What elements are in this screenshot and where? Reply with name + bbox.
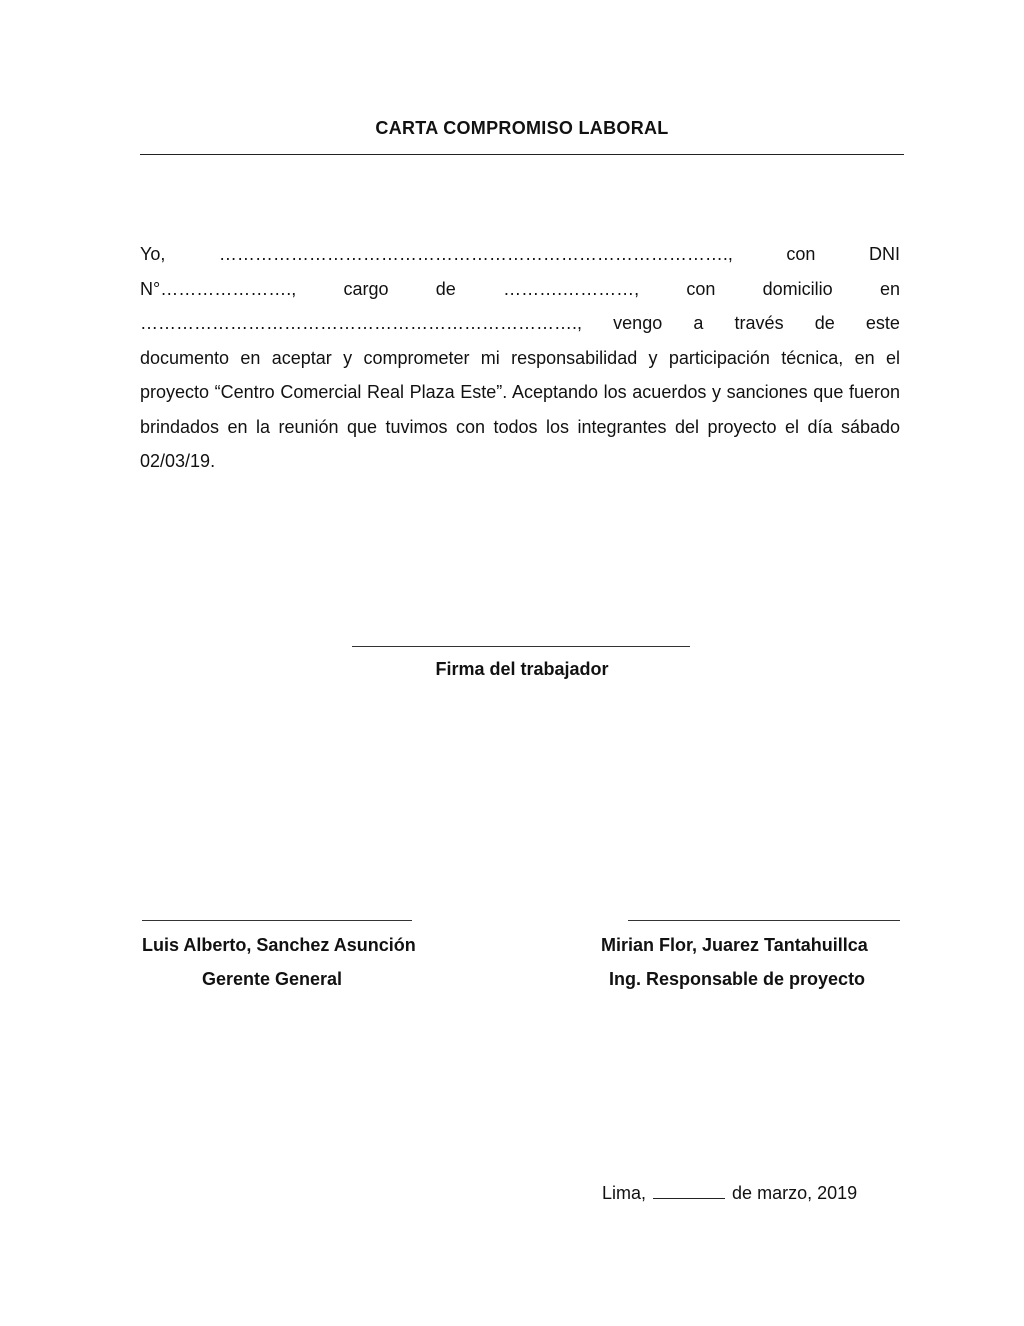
- address-placeholder: ……………………………………………………………….,: [140, 313, 583, 333]
- body-word: Yo,: [140, 244, 166, 264]
- body-line-1: [140, 237, 900, 272]
- body-word: de: [435, 278, 456, 299]
- body-word: con: [686, 278, 716, 299]
- body-word: con: [786, 244, 816, 264]
- dni-placeholder: N°………………….,: [140, 278, 297, 299]
- body-word: cargo: [343, 278, 389, 299]
- date-prefix: Lima,: [602, 1183, 647, 1203]
- worker-signature-label: Firma del trabajador: [435, 659, 609, 679]
- body-word: en: [879, 278, 900, 299]
- signatory-2-line: [628, 920, 900, 921]
- date-day-blank: [653, 1180, 725, 1199]
- body-word: domicilio: [762, 278, 833, 299]
- worker-signature-line: [352, 646, 690, 647]
- body-word: de: [814, 313, 835, 333]
- body-line-3: [140, 306, 900, 341]
- body-line-2: [140, 272, 900, 307]
- name-placeholder: ………………………………………………………………………….,: [218, 244, 733, 264]
- signatory-1-role: Gerente General: [202, 969, 343, 989]
- body-word: vengo: [613, 313, 663, 333]
- body-word: este: [865, 313, 900, 333]
- title-divider: [140, 154, 904, 155]
- date-line: [602, 1180, 857, 1204]
- body-paragraph: documento en aceptar y comprometer mi responsabilidad y participación técnica, en el proyecto “Centro Comercial Real Plaza Este”. Aceptando los acuerdos y sanciones que fueron brindados en la reunión que tuvimos con todos los integrantes del proyecto el día sábado 02/03/19.: [140, 347, 900, 471]
- body-word: DNI: [868, 244, 900, 264]
- signatory-2-role: Ing. Responsable de proyecto: [609, 969, 866, 989]
- document-title: CARTA COMPROMISO LABORAL: [375, 118, 669, 138]
- body-word: a: [693, 313, 704, 333]
- signatory-1-name: Luis Alberto, Sanchez Asunción: [142, 935, 416, 955]
- signatory-1-line: [142, 920, 412, 921]
- letter-body: [140, 237, 900, 479]
- cargo-placeholder: ……….…………,: [503, 278, 640, 299]
- body-word: través: [734, 313, 784, 333]
- date-suffix: de marzo, 2019: [732, 1183, 858, 1203]
- signatory-2-name: Mirian Flor, Juarez Tantahuillca: [601, 935, 868, 955]
